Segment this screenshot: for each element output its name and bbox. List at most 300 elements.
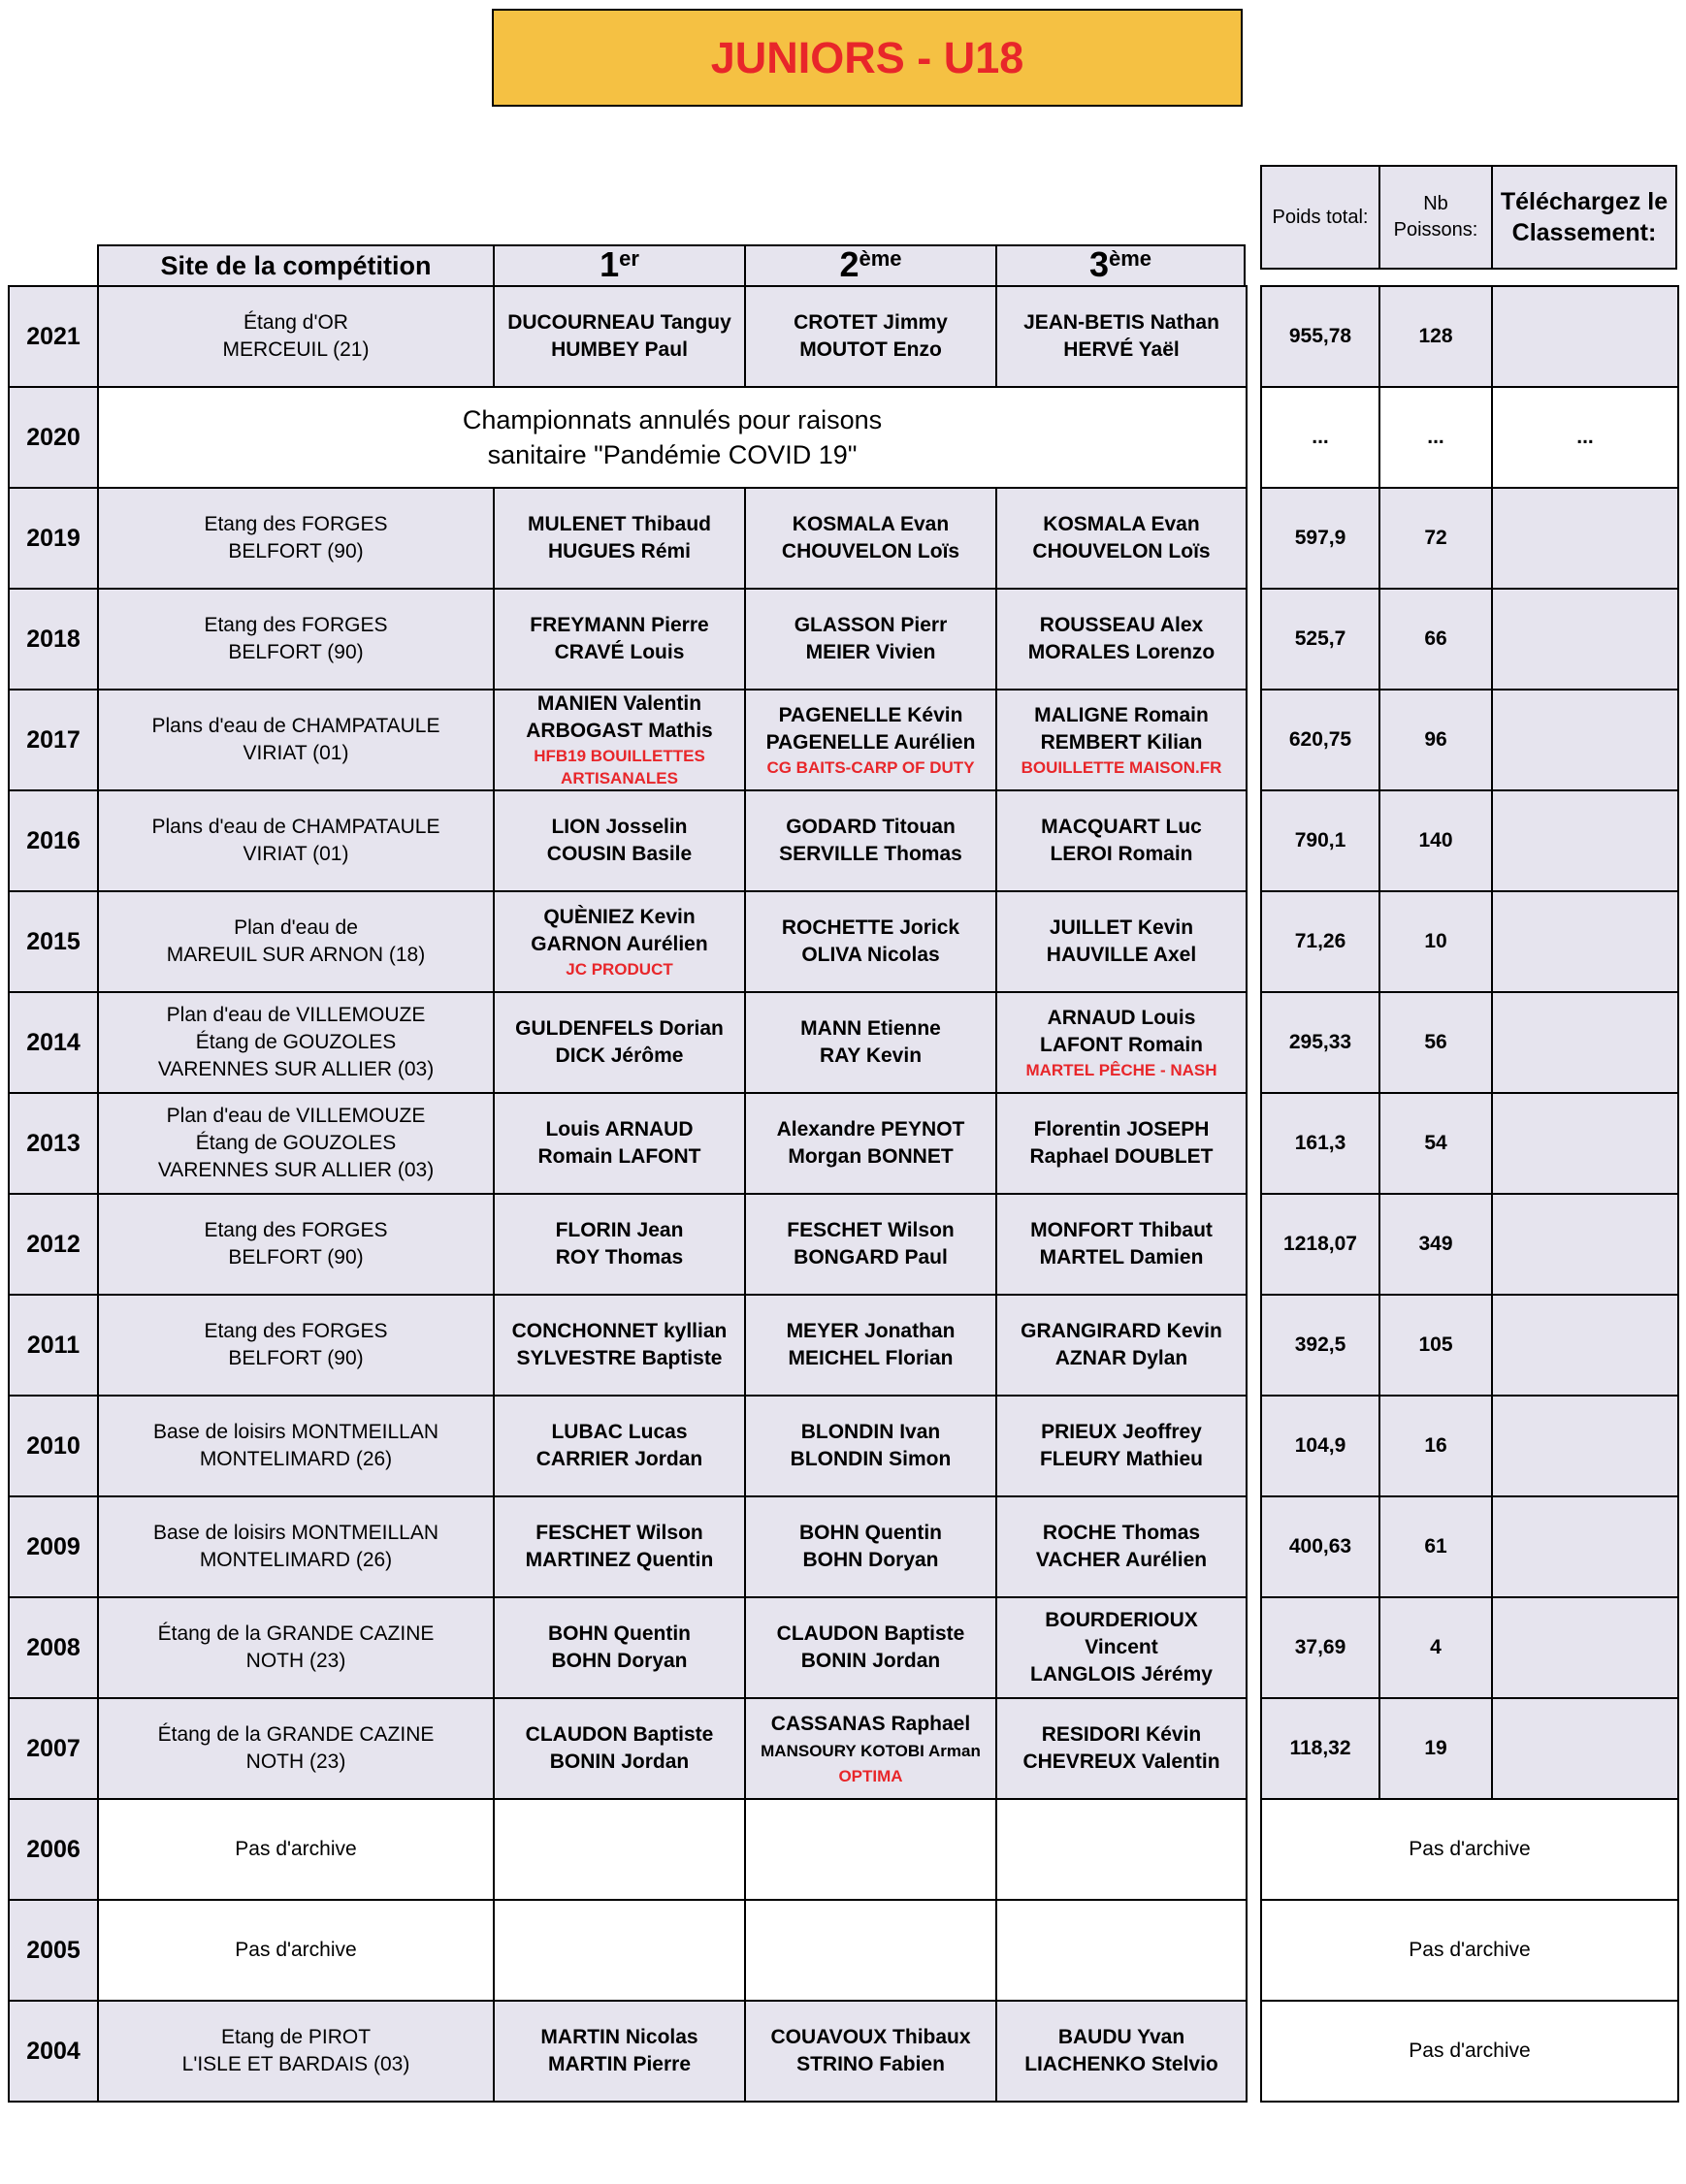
year-cell: 2012: [9, 1194, 98, 1295]
table-row: [9, 891, 1247, 992]
year-cell: 2020: [9, 387, 98, 488]
site-line: Etang de PIROT: [220, 2026, 372, 2048]
stats-row: [1261, 589, 1678, 690]
year-cell: 2017: [9, 690, 98, 790]
table-row: [9, 286, 1247, 387]
competitor-name: FLORIN Jean: [555, 1219, 684, 1241]
year-cell: 2008: [9, 1597, 98, 1698]
competitor-name: Raphael DOUBLET: [1029, 1145, 1214, 1168]
stats-row: [1261, 387, 1678, 488]
stats-row: [1261, 1900, 1678, 2001]
third-place-cell: [996, 1496, 1247, 1597]
year-cell: 2006: [9, 1799, 98, 1900]
competitor-name: BOHN Quentin: [799, 1522, 942, 1544]
year-cell: 2013: [9, 1093, 98, 1194]
nb-cell: ...: [1379, 387, 1492, 488]
competitor-name: FREYMANN Pierre: [530, 614, 709, 636]
competitor-name: BOHN Quentin: [548, 1622, 691, 1645]
year-cell: 2018: [9, 589, 98, 690]
poids-cell: 295,33: [1261, 992, 1379, 1093]
year-cell: 2021: [9, 286, 98, 387]
site-line: Etang des FORGES: [204, 1320, 388, 1342]
year-cell: 2010: [9, 1396, 98, 1496]
competitor-name: MOUTOT Enzo: [799, 338, 942, 361]
archive-cell: Pas d'archive: [1261, 1900, 1678, 2001]
competitor-name: MALIGNE Romain: [1034, 703, 1209, 726]
sponsor-label: MARTEL PÊCHE - NASH: [1025, 1060, 1217, 1079]
site-line: Plan d'eau de VILLEMOUZE: [166, 1004, 426, 1026]
stats-row: [1261, 1396, 1678, 1496]
table-row: [9, 1799, 1247, 1900]
header-first: [493, 244, 746, 287]
year-cell: 2015: [9, 891, 98, 992]
competitor-name: PAGENELLE Kévin: [778, 703, 963, 726]
stats-row: [1261, 1496, 1678, 1597]
competitor-name: COUSIN Basile: [546, 843, 693, 865]
first-place-cell: [494, 1597, 745, 1698]
poids-cell: ...: [1261, 387, 1379, 488]
second-place-cell: [745, 1799, 996, 1900]
nb-cell: 56: [1379, 992, 1492, 1093]
year-cell: 2019: [9, 488, 98, 589]
header-poids: [1260, 165, 1380, 270]
competitor-name: PAGENELLE Aurélien: [765, 730, 976, 754]
competitor-name: CHOUVELON Loïs: [781, 540, 960, 562]
site-cell: [98, 992, 494, 1093]
stats-row: [1261, 1194, 1678, 1295]
table-row: [9, 1194, 1247, 1295]
second-place-cell: [745, 1698, 996, 1799]
table-row: [9, 1093, 1247, 1194]
competitor-name: QUÈNIEZ Kevin: [543, 905, 696, 928]
site-line: Pas d'archive: [235, 1838, 357, 1860]
competitor-name: GULDENFELS Dorian: [515, 1017, 724, 1040]
competitor-name: HAUVILLE Axel: [1046, 944, 1197, 966]
competitor-name: Vincent: [1085, 1636, 1158, 1658]
poids-cell: 790,1: [1261, 790, 1379, 891]
competitor-name: Florentin JOSEPH: [1033, 1118, 1210, 1140]
competitor-name: CLAUDON Baptiste: [776, 1622, 965, 1645]
site-line: MONTELIMARD (26): [199, 1448, 393, 1470]
site-cell: [98, 790, 494, 891]
first-place-cell: [494, 1295, 745, 1396]
header-second-label: 2: [839, 244, 859, 284]
competitor-name: BLONDIN Ivan: [800, 1421, 941, 1443]
competitor-name: VACHER Aurélien: [1035, 1549, 1208, 1571]
third-place-cell: [996, 992, 1247, 1093]
poids-cell: 400,63: [1261, 1496, 1379, 1597]
third-place-cell: [996, 1295, 1247, 1396]
nb-cell: 10: [1379, 891, 1492, 992]
competitor-name: BONGARD Paul: [794, 1246, 948, 1269]
first-place-cell: [494, 690, 745, 790]
second-place-cell: [745, 1396, 996, 1496]
competitor-name: JUILLET Kevin: [1049, 916, 1194, 939]
competitor-name: FLEURY Mathieu: [1039, 1448, 1203, 1470]
second-place-cell: [745, 2001, 996, 2102]
header-first-label: 1: [600, 244, 620, 284]
download-cell[interactable]: [1492, 589, 1678, 690]
stats-row: [1261, 1093, 1678, 1194]
nb-cell: 54: [1379, 1093, 1492, 1194]
nb-cell: 16: [1379, 1396, 1492, 1496]
year-cell: 2016: [9, 790, 98, 891]
year-cell: 2005: [9, 1900, 98, 2001]
sponsor-label: JC PRODUCT: [566, 959, 673, 979]
download-cell[interactable]: [1492, 992, 1678, 1093]
third-place-cell: [996, 1396, 1247, 1496]
site-cell: [98, 1900, 494, 2001]
site-line: VARENNES SUR ALLIER (03): [157, 1058, 435, 1080]
second-place-cell: [745, 992, 996, 1093]
competitor-name: MANN Etienne: [800, 1017, 941, 1040]
year-cell: 2014: [9, 992, 98, 1093]
site-line: BELFORT (90): [228, 1347, 364, 1369]
cancel-line: Championnats annulés pour raisons: [462, 405, 883, 434]
poids-cell: 104,9: [1261, 1396, 1379, 1496]
competitor-name: ROCHE Thomas: [1042, 1522, 1201, 1544]
site-line: BELFORT (90): [228, 540, 364, 562]
competitor-name: MARTINEZ Quentin: [525, 1549, 714, 1571]
site-cell: [98, 891, 494, 992]
second-place-cell: [745, 1194, 996, 1295]
site-cell: [98, 690, 494, 790]
header-poids-label: Poids total:: [1272, 206, 1369, 228]
poids-cell: 620,75: [1261, 690, 1379, 790]
site-cell: [98, 1698, 494, 1799]
competitor-name: BOHN Doryan: [551, 1650, 688, 1672]
table-row: [9, 1295, 1247, 1396]
competitor-name: COUAVOUX Thibaux: [770, 2026, 971, 2048]
competitor-name: Louis ARNAUD: [545, 1118, 694, 1140]
stats-row: [1261, 1295, 1678, 1396]
site-line: MERCEUIL (21): [222, 338, 370, 361]
stats-row: [1261, 488, 1678, 589]
site-line: MONTELIMARD (26): [199, 1549, 393, 1571]
poids-cell: 161,3: [1261, 1093, 1379, 1194]
competitor-name: CLAUDON Baptiste: [525, 1723, 714, 1746]
third-place-cell: [996, 1194, 1247, 1295]
competitor-name: ARNAUD Louis: [1047, 1006, 1196, 1029]
download-cell[interactable]: [1492, 488, 1678, 589]
site-cell: [98, 1093, 494, 1194]
competitor-name: CHEVREUX Valentin: [1022, 1750, 1220, 1773]
site-line: Etang des FORGES: [204, 1219, 388, 1241]
site-line: Plan d'eau de VILLEMOUZE: [166, 1105, 426, 1127]
competitor-name: KOSMALA Evan: [1043, 513, 1200, 535]
first-place-cell: [494, 488, 745, 589]
header-site-label: Site de la compétition: [160, 250, 432, 280]
site-cell: [98, 1194, 494, 1295]
third-place-cell: [996, 2001, 1247, 2102]
header-nb-label: Nb Poissons:: [1393, 193, 1478, 241]
stats-row: [1261, 992, 1678, 1093]
first-place-cell: [494, 790, 745, 891]
second-place-cell: [745, 589, 996, 690]
sponsor-label: OPTIMA: [838, 1766, 903, 1785]
third-place-cell: [996, 1900, 1247, 2001]
competitor-name: MARTIN Nicolas: [540, 2026, 698, 2048]
third-place-cell: [996, 790, 1247, 891]
site-line: Plan d'eau de: [234, 916, 358, 939]
download-cell[interactable]: [1492, 690, 1678, 790]
download-cell[interactable]: [1492, 1295, 1678, 1396]
results-table: [8, 285, 1248, 2103]
competitor-name: MEYER Jonathan: [786, 1320, 956, 1342]
third-place-cell: [996, 488, 1247, 589]
competitor-name: GODARD Titouan: [786, 816, 956, 838]
cancel-cell: [98, 387, 1247, 488]
poids-cell: 37,69: [1261, 1597, 1379, 1698]
site-line: VARENNES SUR ALLIER (03): [157, 1159, 435, 1181]
competitor-name: MEIER Vivien: [805, 641, 936, 663]
competitor-name: BOHN Doryan: [802, 1549, 939, 1571]
site-line: NOTH (23): [245, 1750, 346, 1773]
download-cell[interactable]: [1492, 790, 1678, 891]
site-line: Plans d'eau de CHAMPATAULE: [151, 715, 440, 737]
competitor-name: ROY Thomas: [555, 1246, 684, 1269]
poids-cell: 597,9: [1261, 488, 1379, 589]
first-place-cell: [494, 1698, 745, 1799]
first-place-cell: [494, 1093, 745, 1194]
competitor-name: HERVÉ Yaël: [1063, 338, 1180, 361]
third-place-cell: [996, 1093, 1247, 1194]
competitor-name: Morgan BONNET: [788, 1145, 954, 1168]
third-place-cell: [996, 1597, 1247, 1698]
first-place-cell: [494, 891, 745, 992]
competitor-name: MANSOURY KOTOBI Arman: [761, 1741, 981, 1760]
year-cell: 2011: [9, 1295, 98, 1396]
nb-cell: 96: [1379, 690, 1492, 790]
third-place-cell: [996, 690, 1247, 790]
download-cell[interactable]: [1492, 891, 1678, 992]
download-cell[interactable]: [1492, 1597, 1678, 1698]
table-row: [9, 992, 1247, 1093]
first-place-cell: [494, 1396, 745, 1496]
first-place-cell: [494, 2001, 745, 2102]
stats-row: [1261, 1799, 1678, 1900]
first-place-cell: [494, 1799, 745, 1900]
site-line: Base de loisirs MONTMEILLAN: [152, 1421, 439, 1443]
header-first-sup: er: [619, 246, 639, 271]
sponsor-label: CG BAITS-CARP OF DUTY: [766, 757, 975, 777]
competitor-name: KOSMALA Evan: [792, 513, 950, 535]
poids-cell: 525,7: [1261, 589, 1379, 690]
third-place-cell: [996, 589, 1247, 690]
second-place-cell: [745, 1597, 996, 1698]
first-place-cell: [494, 286, 745, 387]
competitor-name: MORALES Lorenzo: [1027, 641, 1216, 663]
table-row: [9, 1597, 1247, 1698]
table-row: [9, 1900, 1247, 2001]
stats-row: [1261, 286, 1678, 387]
download-cell[interactable]: [1492, 1698, 1678, 1799]
competitor-name: BONIN Jordan: [549, 1750, 690, 1773]
competitor-name: LAFONT Romain: [1040, 1033, 1203, 1056]
competitor-name: RAY Kevin: [819, 1044, 923, 1067]
year-cell: 2004: [9, 2001, 98, 2102]
competitor-name: FESCHET Wilson: [535, 1522, 703, 1544]
header-site: [97, 244, 495, 287]
nb-cell: 61: [1379, 1496, 1492, 1597]
competitor-name: Alexandre PEYNOT: [776, 1118, 965, 1140]
competitor-name: CONCHONNET kyllian: [511, 1320, 728, 1342]
poids-cell: 71,26: [1261, 891, 1379, 992]
competitor-name: ARBOGAST Mathis: [526, 720, 713, 742]
header-nb: [1378, 165, 1493, 270]
download-cell[interactable]: [1492, 1194, 1678, 1295]
page-title: [492, 9, 1243, 107]
site-cell: [98, 286, 494, 387]
table-row: [9, 690, 1247, 790]
competitor-name: FESCHET Wilson: [787, 1219, 955, 1241]
poids-cell: 1218,07: [1261, 1194, 1379, 1295]
download-cell[interactable]: [1492, 1093, 1678, 1194]
header-third-sup: ème: [1108, 246, 1152, 271]
site-cell: [98, 1396, 494, 1496]
competitor-name: ROUSSEAU Alex: [1039, 614, 1204, 636]
stats-row: [1261, 1597, 1678, 1698]
competitor-name: GARNON Aurélien: [531, 932, 708, 955]
stats-row: [1261, 891, 1678, 992]
competitor-name: AZNAR Dylan: [1054, 1347, 1188, 1369]
first-place-cell: [494, 589, 745, 690]
second-place-cell: [745, 488, 996, 589]
table-row: [9, 1496, 1247, 1597]
archive-cell: Pas d'archive: [1261, 1799, 1678, 1900]
site-cell: [98, 1597, 494, 1698]
nb-cell: 349: [1379, 1194, 1492, 1295]
site-cell: [98, 488, 494, 589]
stats-row: [1261, 2001, 1678, 2102]
nb-cell: 128: [1379, 286, 1492, 387]
competitor-name: MARTIN Pierre: [547, 2053, 692, 2075]
header-second: [744, 244, 997, 287]
header-third: [995, 244, 1246, 287]
site-line: Pas d'archive: [235, 1939, 357, 1961]
nb-cell: 72: [1379, 488, 1492, 589]
site-line: Etang des FORGES: [204, 614, 388, 636]
competitor-name: RESIDORI Kévin: [1041, 1723, 1202, 1746]
competitor-name: STRINO Fabien: [796, 2053, 945, 2075]
competitor-name: LEROI Romain: [1050, 843, 1193, 865]
second-place-cell: [745, 891, 996, 992]
header-third-label: 3: [1088, 244, 1109, 284]
competitor-name: MONFORT Thibaut: [1030, 1219, 1213, 1241]
third-place-cell: [996, 1799, 1247, 1900]
competitor-name: SYLVESTRE Baptiste: [516, 1347, 723, 1369]
competitor-name: HUGUES Rémi: [547, 540, 692, 562]
site-line: L'ISLE ET BARDAIS (03): [181, 2053, 410, 2075]
competitor-name: PRIEUX Jeoffrey: [1041, 1421, 1202, 1443]
nb-cell: 19: [1379, 1698, 1492, 1799]
year-cell: 2009: [9, 1496, 98, 1597]
site-line: NOTH (23): [245, 1650, 346, 1672]
competitor-name: DUCOURNEAU Tanguy: [507, 311, 731, 334]
competitor-name: LIACHENKO Stelvio: [1024, 2053, 1218, 2075]
second-place-cell: [745, 1900, 996, 2001]
table-row: [9, 589, 1247, 690]
poids-cell: 118,32: [1261, 1698, 1379, 1799]
nb-cell: 66: [1379, 589, 1492, 690]
site-cell: [98, 2001, 494, 2102]
site-cell: [98, 1496, 494, 1597]
first-place-cell: [494, 992, 745, 1093]
competitor-name: CHOUVELON Loïs: [1032, 540, 1211, 562]
competitor-name: DICK Jérôme: [555, 1044, 684, 1067]
third-place-cell: [996, 891, 1247, 992]
poids-cell: 955,78: [1261, 286, 1379, 387]
table-row: [9, 2001, 1247, 2102]
page-title-text: JUNIORS - U18: [710, 32, 1024, 82]
sponsor-label: BOUILLETTE MAISON.FR: [1021, 757, 1222, 777]
download-cell[interactable]: ...: [1492, 387, 1678, 488]
competitor-name: SERVILLE Thomas: [779, 843, 962, 865]
competitor-name: LUBAC Lucas: [551, 1421, 688, 1443]
second-place-cell: [745, 790, 996, 891]
competitor-name: Romain LAFONT: [537, 1145, 701, 1168]
competitor-name: MULENET Thibaud: [528, 513, 711, 535]
site-line: BELFORT (90): [228, 1246, 364, 1269]
cancel-line: sanitaire "Pandémie COVID 19": [487, 440, 858, 469]
nb-cell: 4: [1379, 1597, 1492, 1698]
download-cell[interactable]: [1492, 286, 1678, 387]
year-cell: 2007: [9, 1698, 98, 1799]
download-cell[interactable]: [1492, 1496, 1678, 1597]
first-place-cell: [494, 1496, 745, 1597]
poids-cell: 392,5: [1261, 1295, 1379, 1396]
header-download: [1491, 165, 1677, 270]
site-line: Étang d'OR: [243, 311, 348, 334]
competitor-name: BONIN Jordan: [800, 1650, 941, 1672]
competitor-name: HUMBEY Paul: [551, 338, 688, 361]
site-line: MAREUIL SUR ARNON (18): [166, 944, 426, 966]
table-row: [9, 790, 1247, 891]
table-row: [9, 387, 1247, 488]
third-place-cell: [996, 1698, 1247, 1799]
competitor-name: MACQUART Luc: [1041, 816, 1202, 838]
competitor-name: OLIVA Nicolas: [801, 944, 940, 966]
competitor-name: REMBERT Kilian: [1040, 730, 1203, 754]
site-cell: [98, 589, 494, 690]
competitor-name: BOURDERIOUX: [1045, 1609, 1198, 1631]
competitor-name: MARTEL Damien: [1039, 1246, 1204, 1269]
competitor-name: CASSANAS Raphael: [770, 1712, 971, 1735]
download-cell[interactable]: [1492, 1396, 1678, 1496]
competitor-name: CARRIER Jordan: [535, 1448, 703, 1470]
site-line: Étang de la GRANDE CAZINE: [157, 1622, 435, 1645]
site-cell: [98, 1295, 494, 1396]
competitor-name: ROCHETTE Jorick: [781, 916, 960, 939]
site-line: Base de loisirs MONTMEILLAN: [152, 1522, 439, 1544]
site-line: Etang des FORGES: [204, 513, 388, 535]
nb-cell: 140: [1379, 790, 1492, 891]
table-row: [9, 488, 1247, 589]
second-place-cell: [745, 286, 996, 387]
competitor-name: BLONDIN Simon: [790, 1448, 952, 1470]
competitor-name: BAUDU Yvan: [1057, 2026, 1185, 2048]
archive-cell: Pas d'archive: [1261, 2001, 1678, 2102]
header-second-sup: ème: [859, 246, 902, 271]
sponsor-label: ARTISANALES: [561, 769, 678, 787]
competitor-name: LION Josselin: [551, 816, 688, 838]
third-place-cell: [996, 286, 1247, 387]
site-cell: [98, 1799, 494, 1900]
sponsor-label: HFB19 BOUILLETTES: [534, 747, 705, 765]
stats-row: [1261, 1698, 1678, 1799]
stats-table: [1260, 285, 1679, 2103]
competitor-name: JEAN-BETIS Nathan: [1023, 311, 1219, 334]
